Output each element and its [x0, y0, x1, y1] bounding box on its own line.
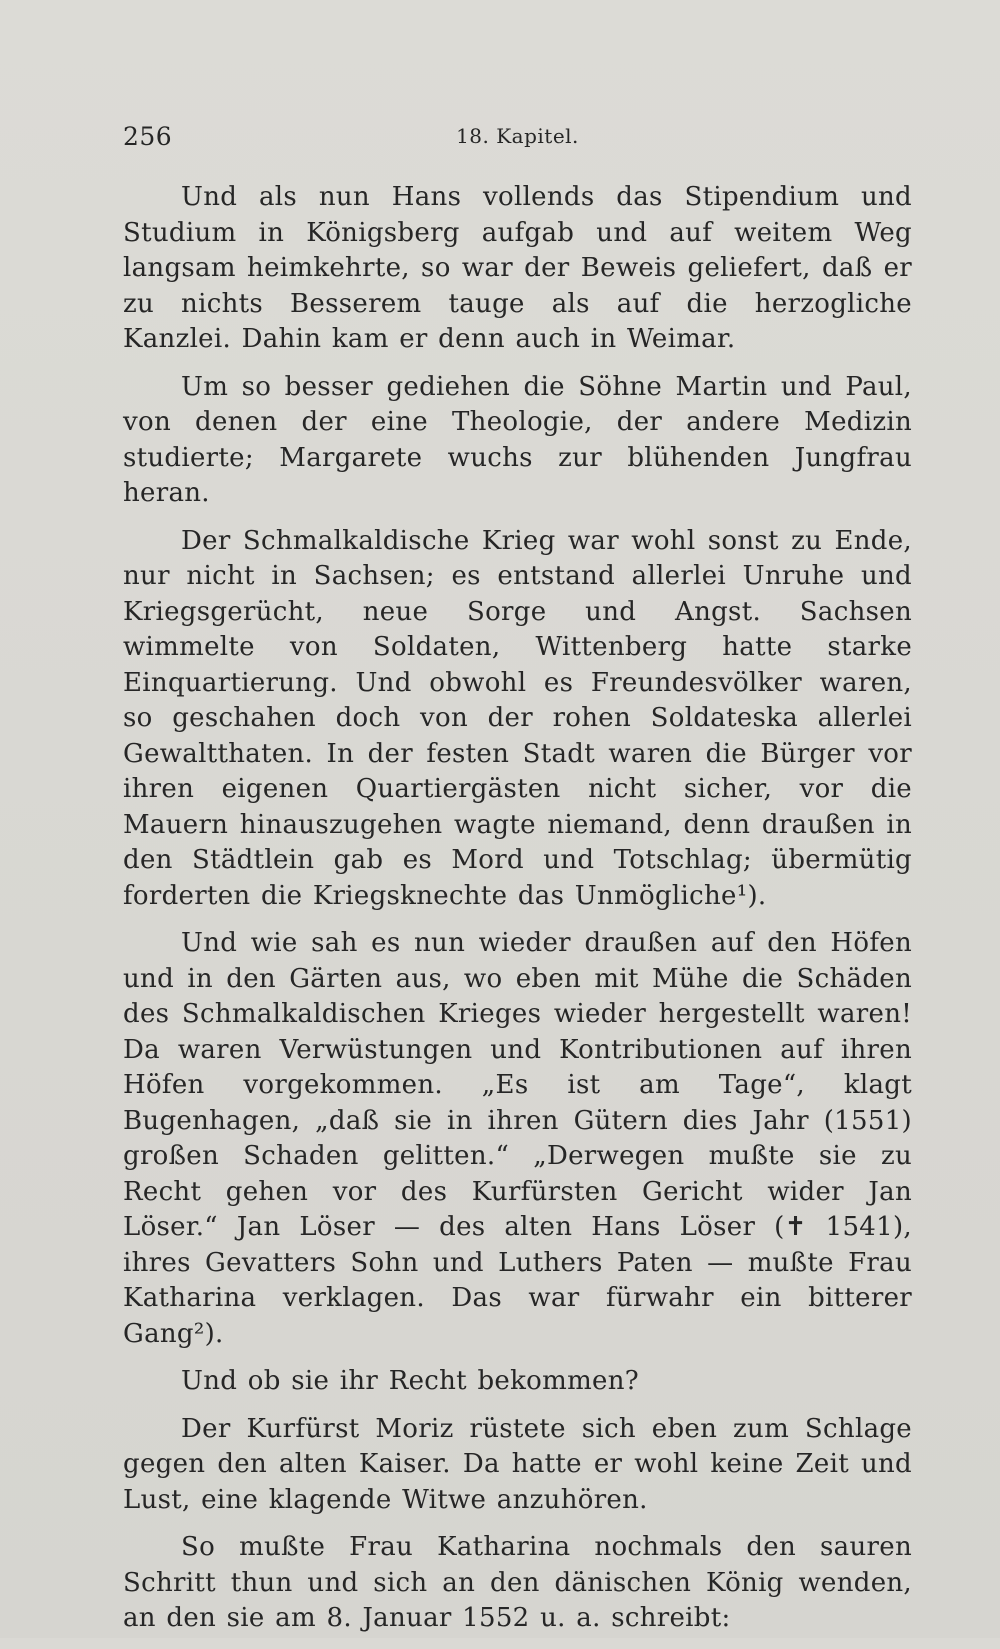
paragraph: Und ob sie ihr Recht bekommen? [181, 1366, 639, 1396]
paragraph: Und wie sah es nun wieder draußen auf den Höfen und in den Gärten aus, wo eben mit Mühe die Schäden des Schmalkaldischen Krieges wieder hergestellt waren! Da waren Verwüstungen und Kontributionen auf ihren Höfen vorgekommen. „Es ist am Tage“, klagt Bugenhagen, „daß sie in ihren Gütern dies Jahr (1551) großen Schaden gelitten.“ „Derwegen mußte sie zu Recht gehen vor des Kurfürsten Gericht wider Jan Löser.“ Jan Löser — des alten Hans Löser (✝ 1541), ihres Gevatters Sohn und Luthers Paten — mußte Frau Katharina verklagen. Das war fürwahr ein bitterer Gang²). [123, 928, 912, 1349]
paragraph: Der Schmalkaldische Krieg war wohl sonst zu Ende, nur nicht in Sachsen; es entstand allerlei Unruhe und Kriegsgerücht, neue Sorge und Angst. Sachsen wimmelte von Soldaten, Wittenberg hatte starke Einquartierung. Und obwohl es Freundesvölker waren, so geschahen doch von der rohen Soldateska allerlei Gewaltthaten. In der festen Stadt waren die Bürger vor ihren eigenen Quartiergästen nicht sicher, vor die Mauern hinauszugehen wagte niemand, denn draußen in den Städtlein gab es Mord und Totschlag; übermütig forderten die Kriegsknechte das Unmögliche¹). [123, 525, 912, 911]
page-number: 256 [123, 122, 173, 151]
paragraph: Und als nun Hans vollends das Stipendium und Studium in Königsberg aufgab und auf weitem Weg langsam heimkehrte, so war der Beweis geliefert, daß er zu nichts Besserem tauge als auf die herzogliche Kanzlei. Dahin kam er denn auch in Weimar. [123, 182, 912, 354]
paragraph: So mußte Frau Katharina nochmals den sauren Schritt thun und sich an den dänischen König wenden, an den sie am 8. Januar 1552 u. a. schreibt: [123, 1532, 912, 1633]
body-text [123, 180, 912, 1649]
paragraph: Der Kurfürst Moriz rüstete sich eben zum Schlage gegen den alten Kaiser. Da hatte er wohl keine Zeit und Lust, eine klagende Witwe anzuhören. [123, 1413, 912, 1515]
paragraph: Um so besser gediehen die Söhne Martin und Paul, von denen der eine Theologie, der andere Medizin studierte; Margarete wuchs zur blühenden Jungfrau heran. [123, 371, 912, 508]
page-header [123, 122, 912, 152]
running-head: 18. Kapitel. [456, 124, 579, 148]
